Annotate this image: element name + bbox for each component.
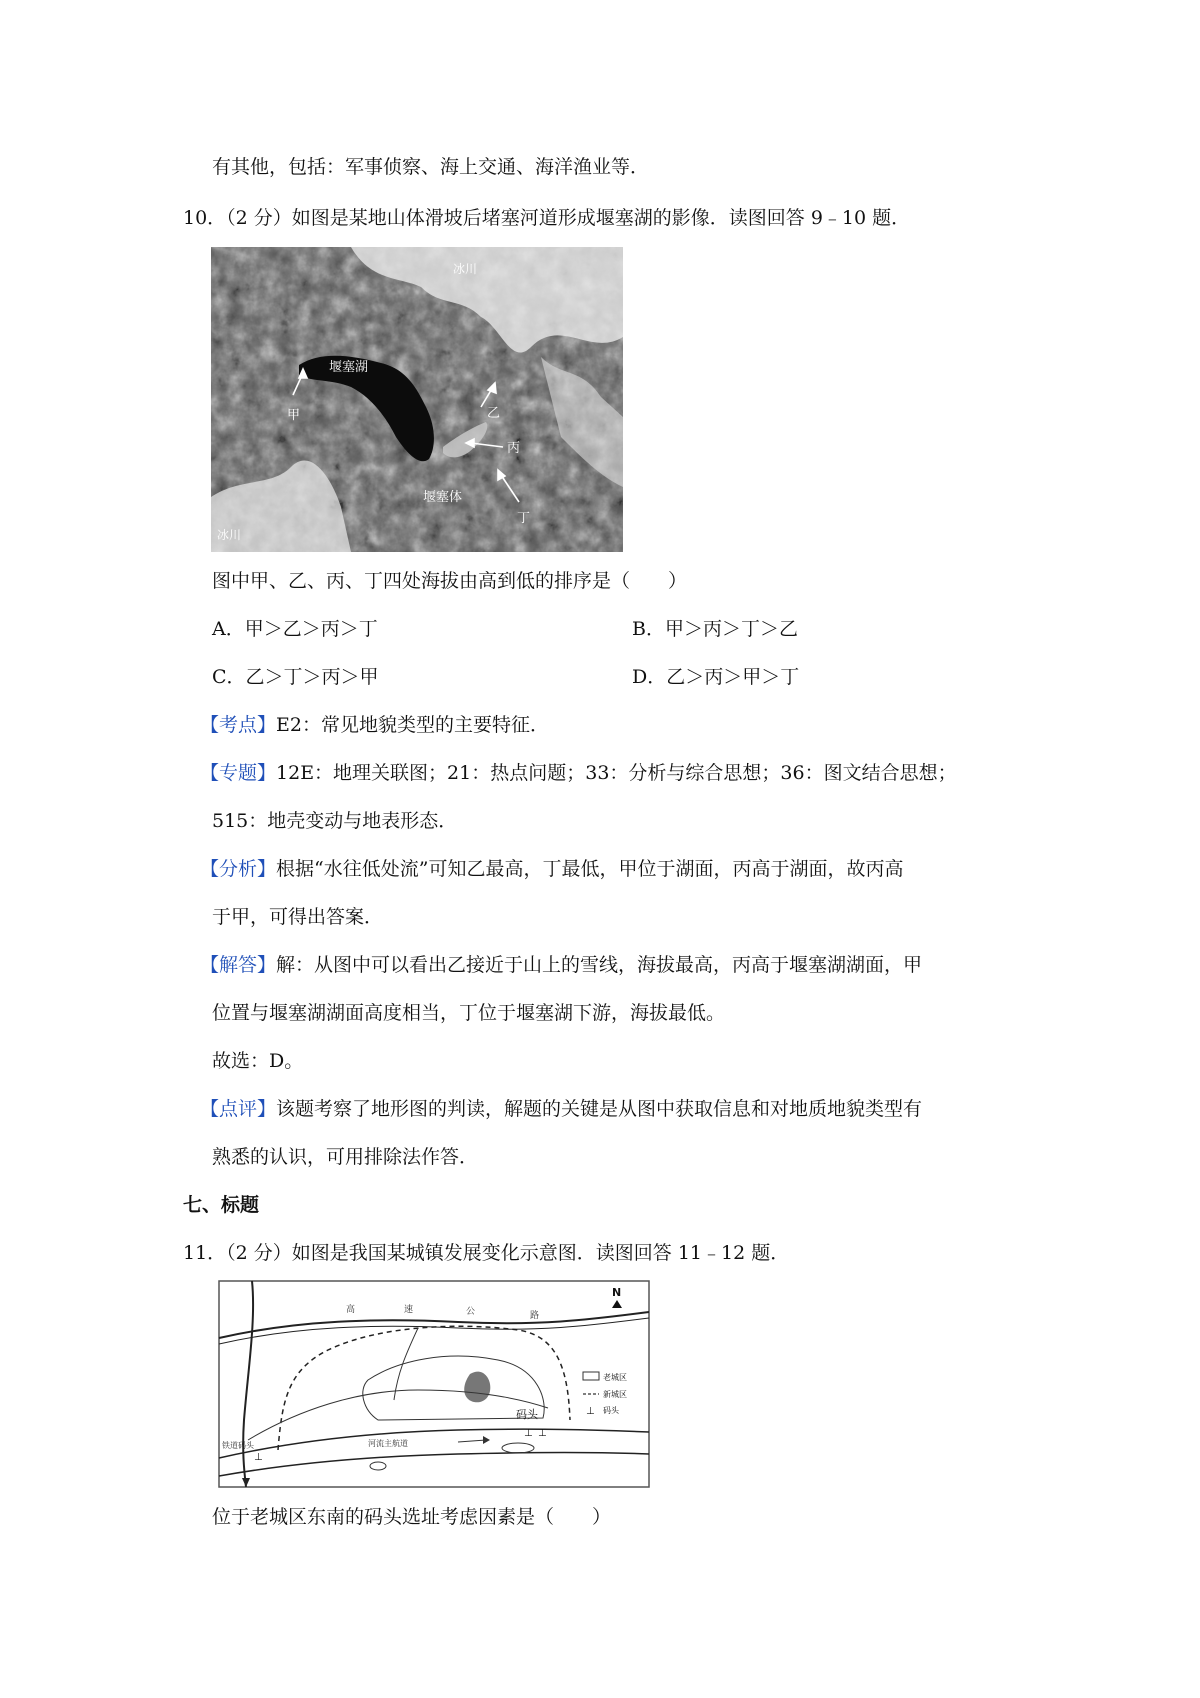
dianping-line-2: 熟悉的认识，可用排除法作答．	[212, 1146, 479, 1168]
option-c: C．乙＞丁＞丙＞甲	[212, 666, 379, 688]
dock-label: 码头	[516, 1408, 538, 1421]
question-10-stem: 10．（2 分）如图是某地山体滑坡后堵塞河道形成堰塞湖的影像．读图回答 9﹣10 题．	[183, 207, 911, 229]
label-ding: 丁	[517, 511, 531, 526]
kaodian-line	[200, 713, 549, 737]
question-10-text: 图中甲、乙、丙、丁四处海拔由高到低的排序是（ ）	[212, 570, 688, 592]
highway-char-3: 公	[466, 1307, 476, 1317]
highway-char-2: 速	[404, 1305, 414, 1315]
kaodian-tag: 【考点】	[200, 714, 277, 736]
option-a: A．甲＞乙＞丙＞丁	[212, 618, 378, 640]
jieda-text: 解：从图中可以看出乙接近于山上的雪线，海拔最高，丙高于堰塞湖湖面，甲	[276, 954, 923, 976]
option-d: D．乙＞丙＞甲＞丁	[632, 666, 800, 688]
legend-old-town: 老城区	[603, 1373, 627, 1382]
dock-symbol-2: ⊥	[538, 1428, 547, 1439]
dianping-text: 该题考察了地形图的判读，解题的关键是从图中获取信息和对地质地貌类型有	[276, 1098, 923, 1120]
question-11-stem: 11．（2 分）如图是我国某城镇发展变化示意图．读图回答 11﹣12 题．	[183, 1242, 790, 1264]
fenxi-line	[200, 857, 903, 881]
old-dock-label: 铁道码头	[222, 1441, 254, 1450]
jieda-tag: 【解答】	[200, 954, 277, 976]
dianping-line	[200, 1097, 922, 1121]
dock-symbol-1: ⊥	[524, 1428, 533, 1439]
jieda-line-2: 位置与堰塞湖湖面高度相当，丁位于堰塞湖下游，海拔最低。	[212, 1002, 726, 1024]
jieda-line	[200, 953, 922, 977]
label-corner: 冰川	[217, 528, 242, 542]
zhuanti-line	[200, 761, 957, 785]
fenxi-tag: 【分析】	[200, 858, 277, 880]
option-b: B．甲＞丙＞丁＞乙	[632, 618, 798, 640]
fenxi-text: 根据“水往低处流”可知乙最高，丁最低，甲位于湖面，丙高于湖面，故丙高	[276, 858, 904, 880]
dianping-tag: 【点评】	[200, 1098, 277, 1120]
legend-dock: 码头	[603, 1406, 619, 1415]
label-jia: 甲	[287, 408, 301, 423]
legend-new-town: 新城区	[603, 1390, 627, 1399]
zhuanti-line-2: 515：地壳变动与地表形态．	[212, 810, 458, 832]
text-line: 有其他，包括：军事侦察、海上交通、海洋渔业等．	[212, 156, 650, 178]
label-glacier: 冰川	[453, 262, 478, 276]
highway-char-1: 高	[346, 1305, 356, 1315]
label-dam: 堰塞体	[423, 490, 463, 505]
river-label: 河流主航道	[368, 1439, 408, 1448]
answer-line: 故选：D。	[212, 1050, 304, 1072]
zhuanti-tag: 【专题】	[200, 762, 277, 784]
highway-char-4: 路	[530, 1311, 540, 1321]
town-map	[218, 1280, 650, 1488]
label-bing: 丙	[507, 441, 521, 456]
fenxi-line-2: 于甲，可得出答案．	[212, 906, 384, 928]
kaodian-text: E2：常见地貌类型的主要特征．	[276, 714, 549, 736]
label-lake: 堰塞湖	[329, 360, 369, 375]
question-11-text: 位于老城区东南的码头选址考虑因素是（ ）	[212, 1506, 612, 1528]
zhuanti-text: 12E：地理关联图；21：热点问题；33：分析与综合思想；36：图文结合思想；	[276, 762, 957, 784]
dock-symbol-3: ⊥	[254, 1452, 263, 1463]
legend-dock-symbol: ⊥	[586, 1406, 595, 1417]
label-yi: 乙	[487, 406, 501, 421]
satellite-image	[211, 247, 623, 552]
section-title: 七、标题	[183, 1194, 260, 1216]
north-label: N	[612, 1286, 622, 1299]
